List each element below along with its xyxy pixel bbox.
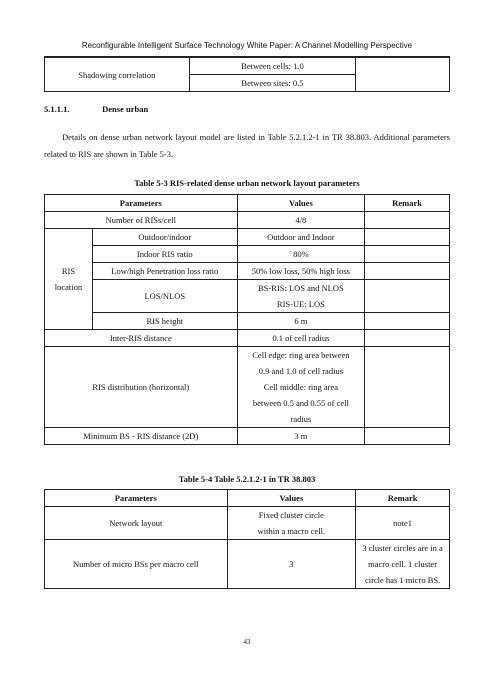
shadowing-value-sites: Between sites: 0.5 [189,75,356,92]
t53-penetration-label: Low/high Penetration loss ratio [92,263,237,280]
t53-ris-location-label: RIS location [45,229,93,330]
t54-micro-label: Number of micro BSs per macro cell [45,540,228,589]
t53-num-ris-value: 4/8 [237,212,365,229]
t53-indoor-ratio-value: 80% [237,246,365,263]
t53-header-remark: Remark [365,195,450,212]
t54-header-parameters: Parameters [45,490,228,507]
t54-micro-value: 3 [227,540,356,589]
section-number: 5.1.1.1. [44,104,70,114]
t53-distribution-value: Cell edge: ring area between 0.9 and 1.0 of cell radius Cell middle: ring area between 0.5 and 0.55 of cell radius [237,347,365,428]
t53-los-label: LOS/NLOS [92,280,237,313]
shadowing-value-cells: Between cells: 1.0 [189,58,356,75]
t53-min-distance-label: Minimum BS - RIS distance (2D) [45,428,238,445]
table-5-4-caption: Table 5-4 Table 5.2.1.2-1 in TR 38.803 [178,474,316,484]
t53-height-value: 6 m [237,313,365,330]
t53-outdoor-label: Outdoor/indoor [92,229,237,246]
t54-header-remark: Remark [356,490,450,507]
shadowing-remark [356,58,450,92]
section-heading [44,104,148,114]
shadowing-param: Shadowing correlation [45,58,190,92]
t53-distribution-label: RIS distribution (horizontal) [45,347,238,428]
table-5-3 [44,194,450,445]
body-paragraph: Details on dense urban network layout model are listed in Table 5.2.1.2-1 in TR 38.803. Additional parameters related to RIS are shown in Table 5-3. [44,132,450,159]
running-header: Reconfigurable Intelligent Surface Technology White Paper: A Channel Modelling Perspective [81,41,413,50]
t53-min-distance-value: 3 m [237,428,365,445]
t54-layout-remark: note1 [356,507,450,540]
shadowing-table [44,57,450,92]
t54-micro-remark: 3 cluster circles are in a macro cell. 1 cluster circle has 1 micro BS. [356,540,450,589]
section-title: Dense urban [102,104,149,114]
t54-header-values: Values [227,490,356,507]
t53-outdoor-value: Outdoor and Indoor [237,229,365,246]
t53-header-values: Values [237,195,365,212]
t53-penetration-value: 50% low loss, 50% high loss [237,263,365,280]
t54-layout-value: Fixed cluster circle within a macro cell. [227,507,356,540]
t54-layout-label: Network layout [45,507,228,540]
t53-num-ris-label: Number of RISs/cell [45,212,238,229]
table-5-3-caption: Table 5-3 RIS-related dense urban network layout parameters [134,178,360,188]
table-5-4 [44,489,450,589]
t53-height-label: RIS height [92,313,237,330]
page-number: 43 [243,638,251,646]
t53-indoor-ratio-label: Indoor RIS ratio [92,246,237,263]
t53-inter-ris-label: Inter-RIS distance [45,330,238,347]
t53-header-parameters: Parameters [45,195,238,212]
t53-inter-ris-value: 0.1 of cell radius [237,330,365,347]
t53-los-value: BS-RIS: LOS and NLOS RIS-UE: LOS [237,280,365,313]
